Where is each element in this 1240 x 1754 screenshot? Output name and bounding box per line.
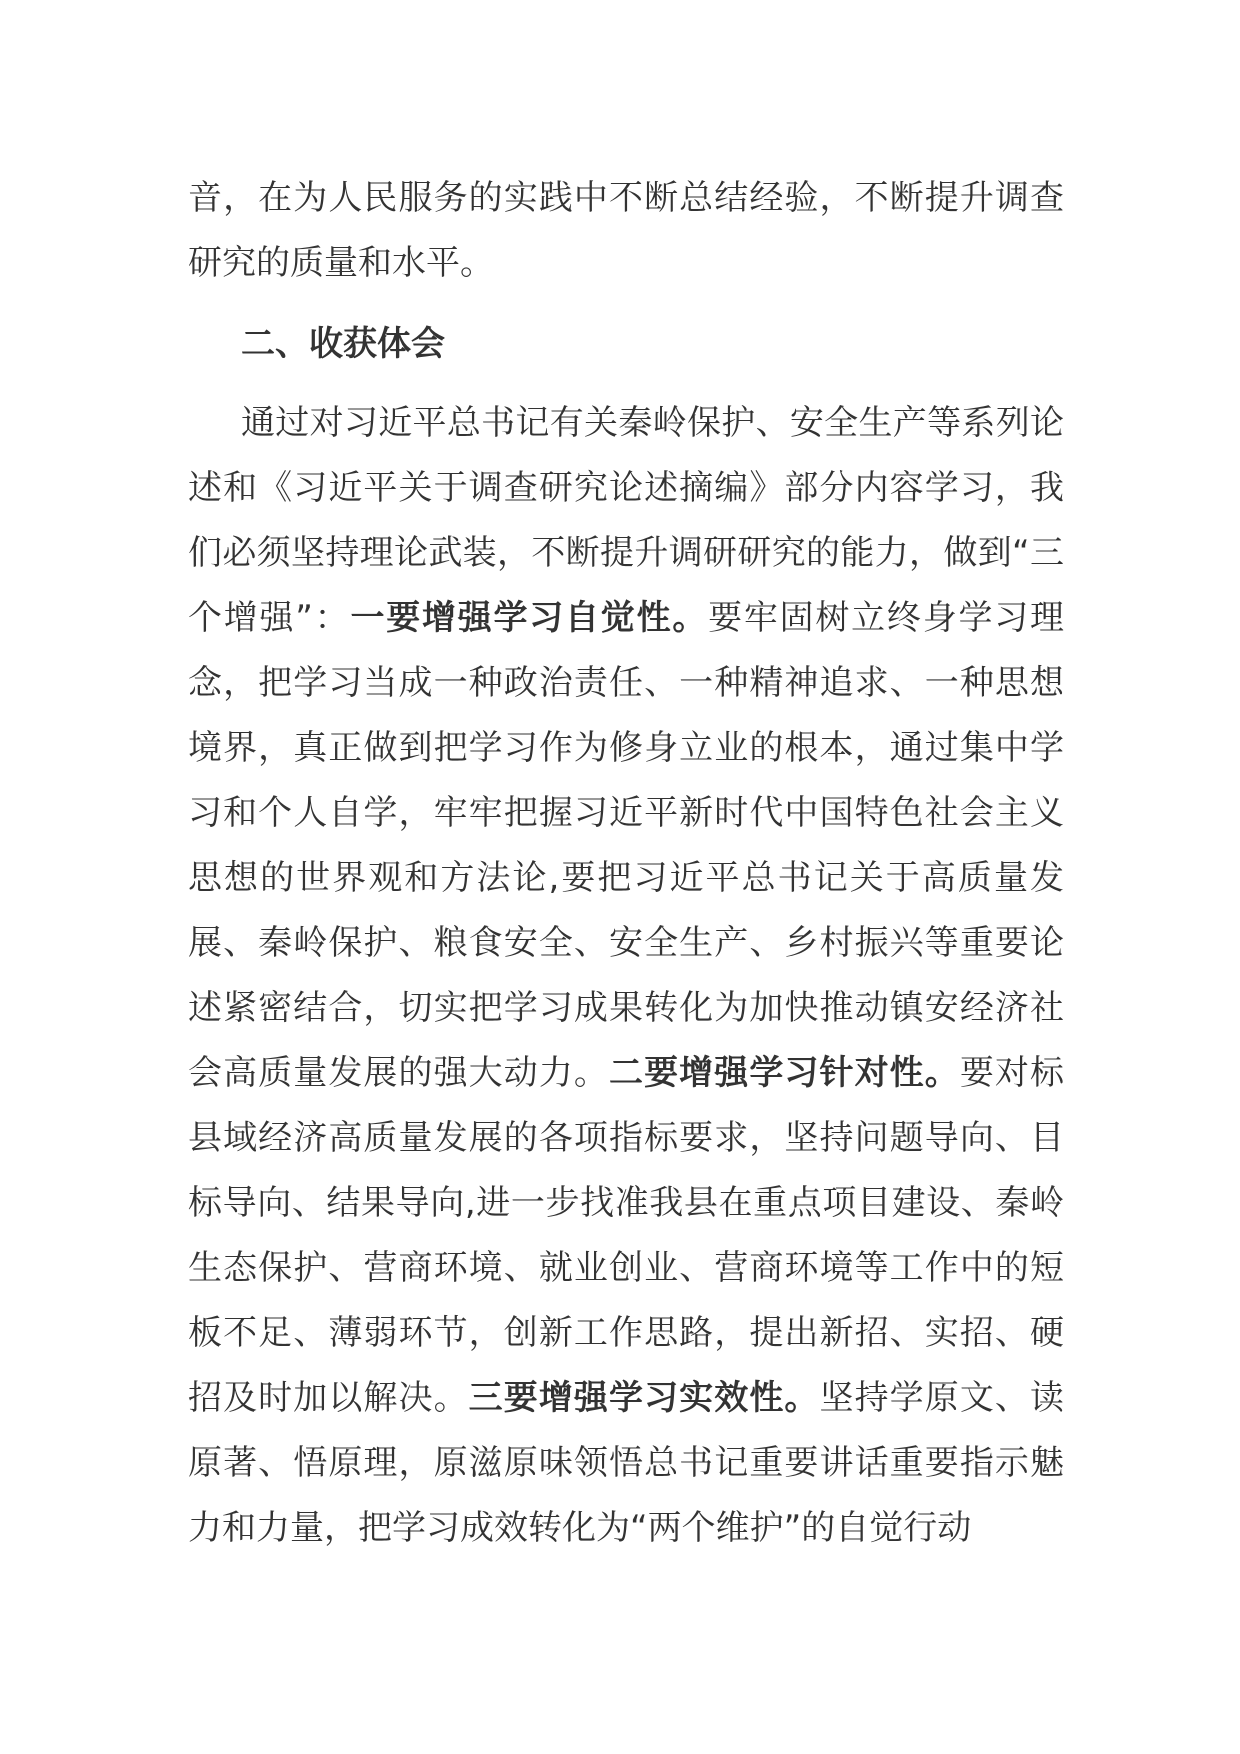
continued-paragraph: 音，在为人民服务的实践中不断总结经验，不断提升调查研究的质量和水平。: [188, 178, 1064, 283]
point-2-lead: 二要增强学习针对性。: [609, 1053, 960, 1093]
paragraph-intro: 通过对习近平总书记有关秦岭保护、安全生产等系列论述和《习近平关于调查研究论述摘编》部分内容学习，我们必须坚持理论武装，不断提升调研研究的能力，做到“三个增强”：: [188, 403, 1064, 638]
section-heading: 二、收获体会: [241, 324, 445, 364]
main-paragraph: [188, 391, 1064, 1561]
point-3-body: 坚持学原文、读原著、悟原理，原滋原味领悟总书记重要讲话重要指示魅力和力量，把学习成效转化为“两个维护”的自觉行动: [188, 1378, 1065, 1548]
point-1-body: 要牢固树立终身学习理念，把学习当成一种政治责任、一种精神追求、一种思想境界，真正做到把学习作为修身立业的根本，通过集中学习和个人自学，牢牢把握习近平新时代中国特色社会主义思想的世界观和方法论,要把习近平总书记关于高质量发展、秦岭保护、粮食安全、安全生产、乡村振兴等重要论述紧密结合，切实把学习成果转化为加快推动镇安经济社会高质量发展的强大动力。: [188, 598, 1064, 1093]
point-1-lead: 一要增强学习自觉性。: [350, 598, 709, 638]
point-2-body: 要对标县域经济高质量发展的各项指标要求，坚持问题导向、目标导向、结果导向,进一步找准我县在重点项目建设、秦岭生态保护、营商环境、就业创业、营商环境等工作中的短板不足、薄弱环节，创新工作思路，提出新招、实招、硬招及时加以解决。: [188, 1053, 1065, 1418]
point-3-lead: 三要增强学习实效性。: [468, 1378, 820, 1418]
